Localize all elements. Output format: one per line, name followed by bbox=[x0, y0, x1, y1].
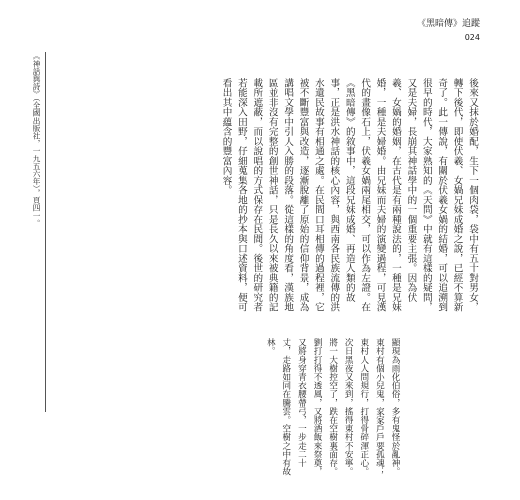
page-number: 024 bbox=[464, 33, 480, 42]
footnote: 《神話與詩》（全國出版社，一九五六年），頁四一。 bbox=[32, 52, 41, 227]
main-body-text: 後來又抹於婚配，生下一個肉袋，袋中有五十對男女，轉下後代，即使伏羲、女媧兄妹成婚之說，已經不算新奇了。此一傳說，有關於伏羲女媧的結婚，可以追溯到很早的時代，大家熟知的《天問》中就有這樣的疑問，又是夫婦，長崩其神話學中的一個重要主張。因為伏羲、女媧的婚姻，在古代是有兩種說法的，一種是兄妹婚，一種是夫婦婚。由兄妹而夫婦的演變過程，可見漢代的畫像石上，伏羲女媧兩尾相交，可以作為左證。在《黑暗傳》的敘事中，這段兄妹成婚、再造人類的故事，正是洪水神話的核心內容，與西南各民族流傳的洪水遺民故事有相通之處。在民間口耳相傳的過程裡，它被不斷豐富與改造，逐漸脫離了原始的信仰背景，成為講唱文學中引人入勝的段落。從這樣的角度看，漢族地區並非沒有完整的創世神話，只是長久以來被典籍的記載所遮蔽，而以說唱的方式保存在民間。後世的研究者若能深入田野，仔細蒐集各地的抄本與口述資料，便可看出其中蘊含的豐富內容。 bbox=[220, 78, 478, 312]
page-header bbox=[417, 18, 480, 44]
running-title: 《黑暗傳》追蹤 bbox=[416, 19, 480, 29]
footnote-divider bbox=[45, 52, 46, 412]
quoted-passage: 顯現為雨化伯俗，多有鬼怪於亂神。東村有個小兒鬼，家家戶戶要孤魂；東村人人問規行，打得骨碎渾正心。次日黑夜又來到，搖得東村不安寧。將一大樹控空了，跌在空樹裏面存。劉打打得不透風，又將酒飯來祭奠，又將身穿青衣腰帶弓，一步走二十丈，走路如同在騰雲。空樹之中有故林。 bbox=[265, 338, 400, 476]
